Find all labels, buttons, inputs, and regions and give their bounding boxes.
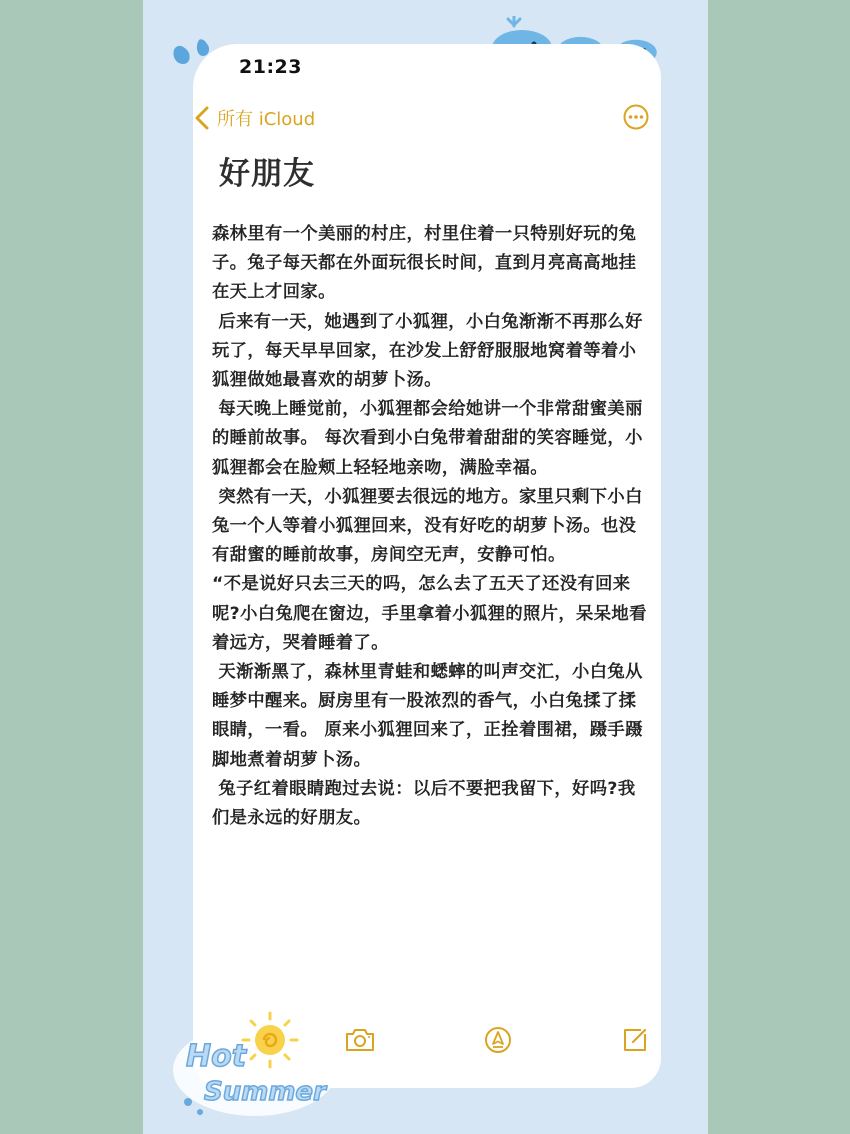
sun-icon xyxy=(170,1010,340,1120)
note-paragraph: “不是说好只去三天的吗，怎么去了五天了还没有回来呢?小白兔爬在窗边，手里拿着小狐狸的照片，呆呆地看着远方，哭着睡着了。 xyxy=(212,574,647,653)
note-paragraph: 兔子红着眼睛跑过去说：以后不要把我留下，好吗?我们是永远的好朋友。 xyxy=(212,778,636,829)
sticker-text-hot: Hot xyxy=(186,1039,247,1074)
note-paragraph: 森林里有一个美丽的村庄，村里住着一只特别好玩的兔子。兔子每天都在外面玩很长时间，直到月亮高高地挂在天上才回家。 xyxy=(212,224,637,303)
camera-icon xyxy=(344,1026,376,1054)
notes-screen xyxy=(193,44,661,1088)
status-time: 21:23 xyxy=(239,56,302,78)
note-paragraph: 每天晚上睡觉前，小狐狸都会给她讲一个非常甜蜜美丽的睡前故事。 每次看到小白兔带着甜甜的笑容睡觉，小狐狸都会在脸颊上轻轻地亲吻，满脸幸福。 xyxy=(212,399,643,478)
hot-summer-sticker xyxy=(170,1010,340,1120)
note-paragraph: 天渐渐黑了，森林里青蛙和蟋蟀的叫声交汇，小白兔从睡梦中醒来。厨房里有一股浓烈的香气，小白兔揉了揉眼睛，一看。 原来小狐狸回来了，正拴着围裙，蹑手蹑脚地煮着胡萝卜汤。 xyxy=(212,662,643,770)
note-title[interactable]: 好朋友 xyxy=(219,156,315,192)
note-body[interactable] xyxy=(212,220,648,833)
markup-button[interactable] xyxy=(482,1024,514,1056)
chevron-left-icon xyxy=(193,104,213,132)
compose-button[interactable] xyxy=(619,1024,651,1056)
pen-tip-circle-icon xyxy=(484,1026,512,1054)
note-paragraph: 后来有一天，她遇到了小狐狸，小白兔渐渐不再那么好玩了，每天早早回家，在沙发上舒舒服服地窝着等着小狐狸做她最喜欢的胡萝卜汤。 xyxy=(212,311,643,391)
back-button[interactable] xyxy=(193,102,315,134)
sticker-text-summer: Summer xyxy=(204,1077,326,1107)
compose-icon xyxy=(621,1026,649,1054)
camera-button[interactable] xyxy=(344,1024,376,1056)
back-button-label: 所有 iCloud xyxy=(217,109,316,130)
note-paragraph: 突然有一天，小狐狸要去很远的地方。家里只剩下小白兔一个人等着小狐狸回来，没有好吃的胡萝卜汤。也没有甜蜜的睡前故事，房间空无声，安静可怕。 xyxy=(212,486,643,566)
ellipsis-circle-icon[interactable] xyxy=(623,104,649,130)
